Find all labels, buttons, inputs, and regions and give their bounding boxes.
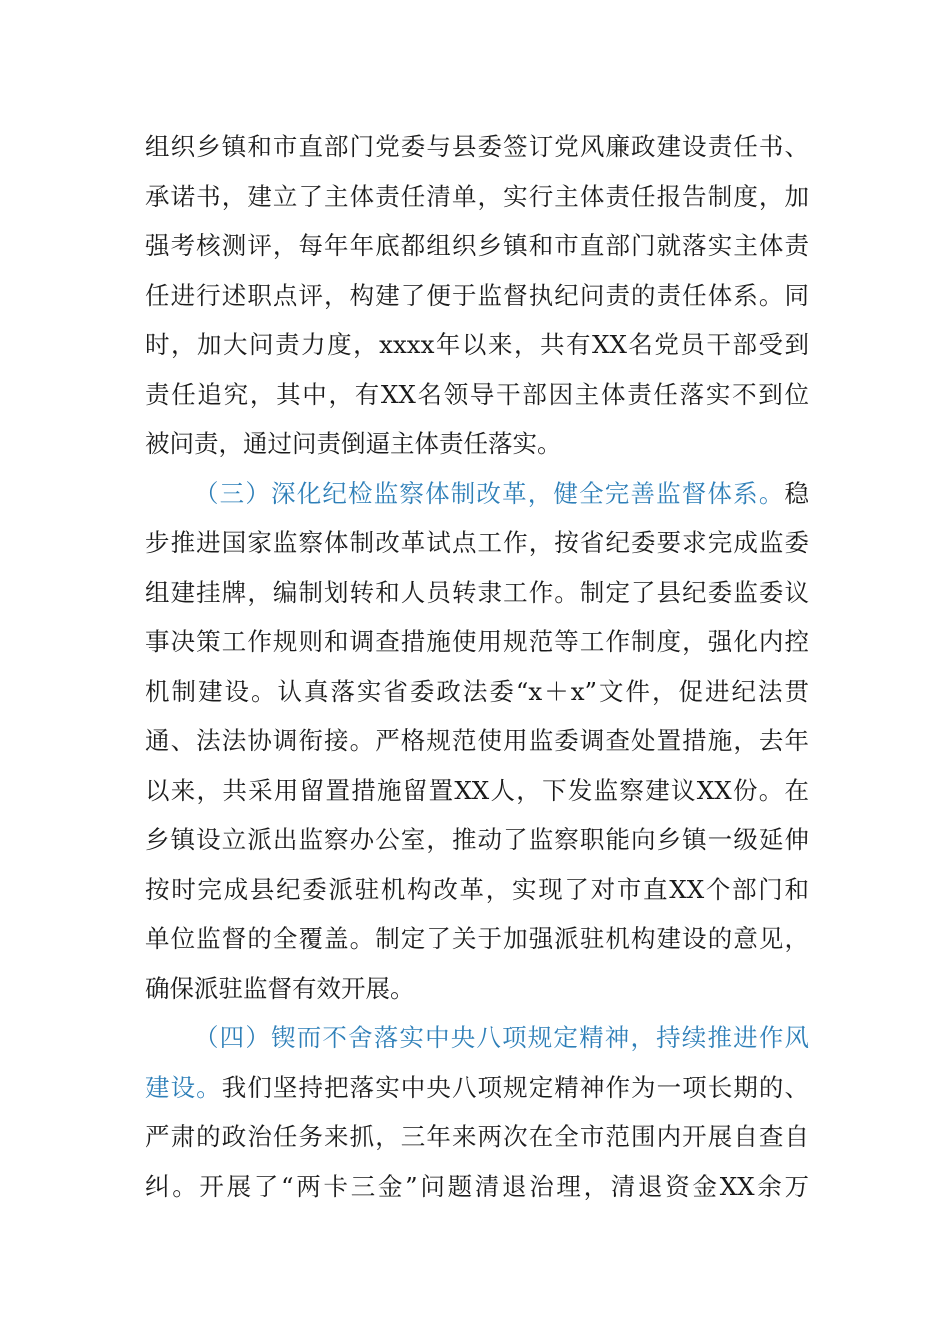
heading-line xyxy=(145,1063,809,1113)
text-line: 确保派驻监督有效开展。 xyxy=(145,973,415,1003)
text-line: 时，加大问责力度，xxxx年以来，共有XX名党员干部受到 xyxy=(145,330,809,359)
text-line: 乡镇设立派出监察办公室，推动了监察职能向乡镇一级延伸 xyxy=(145,825,809,854)
text-line: 强考核测评，每年年底都组织乡镇和市直部门就落实主体责 xyxy=(145,231,809,260)
heading-tail-text: 稳 xyxy=(784,478,809,508)
text-line: 通、法法协调衔接。严格规范使用监委调查处置措施，去年 xyxy=(145,726,809,755)
text-line: 严肃的政治任务来抓，三年来两次在全市范围内开展自查自 xyxy=(145,1122,809,1151)
text-line: 以来，共采用留置措施留置XX人，下发监察建议XX份。在 xyxy=(145,775,809,805)
text-line: 被问责，通过问责倒逼主体责任落实。 xyxy=(145,429,562,458)
text-line: 承诺书，建立了主体责任清单，实行主体责任报告制度，加 xyxy=(145,181,809,211)
text-line: 组织乡镇和市直部门党委与县委签订党风廉政建设责任书、 xyxy=(145,132,809,161)
paragraph-supervision-reform xyxy=(145,469,809,1014)
text-line: 单位监督的全覆盖。制定了关于加强派驻机构建设的意见， xyxy=(145,924,809,953)
text-line: 事决策工作规则和调查措施使用规范等工作制度，强化内控 xyxy=(145,627,809,656)
paragraph-eight-rules xyxy=(145,1013,809,1211)
heading-line xyxy=(145,469,809,519)
text-line: 任进行述职点评，构建了便于监督执纪问责的责任体系。同 xyxy=(145,280,809,310)
section-heading-3: （三）深化纪检监察体制改革，健全完善监督体系。 xyxy=(194,478,785,508)
text-line: 按时完成县纪委派驻机构改革，实现了对市直XX个部门和 xyxy=(145,874,809,904)
paragraph-responsibility xyxy=(145,122,809,469)
section-heading-4-cont: 建设。 xyxy=(145,1072,222,1102)
text-line: 纠。开展了“两卡三金”问题清退治理，清退资金XX余万 xyxy=(145,1171,809,1201)
text-line: 责任追究，其中，有XX名领导干部因主体责任落实不到位 xyxy=(145,379,809,409)
heading-tail-text: 我们坚持把落实中央八项规定精神作为一项长期的、 xyxy=(221,1072,810,1102)
text-line: 组建挂牌，编制划转和人员转隶工作。制定了县纪委监委议 xyxy=(145,577,809,607)
document-page xyxy=(145,122,809,1211)
section-heading-4: （四）锲而不舍落实中央八项规定精神，持续推进作风 xyxy=(194,1023,809,1052)
text-line: 步推进国家监察体制改革试点工作，按省纪委要求完成监委 xyxy=(145,528,809,557)
text-line: 机制建设。认真落实省委政法委“x＋x”文件，促进纪法贯 xyxy=(145,676,809,706)
